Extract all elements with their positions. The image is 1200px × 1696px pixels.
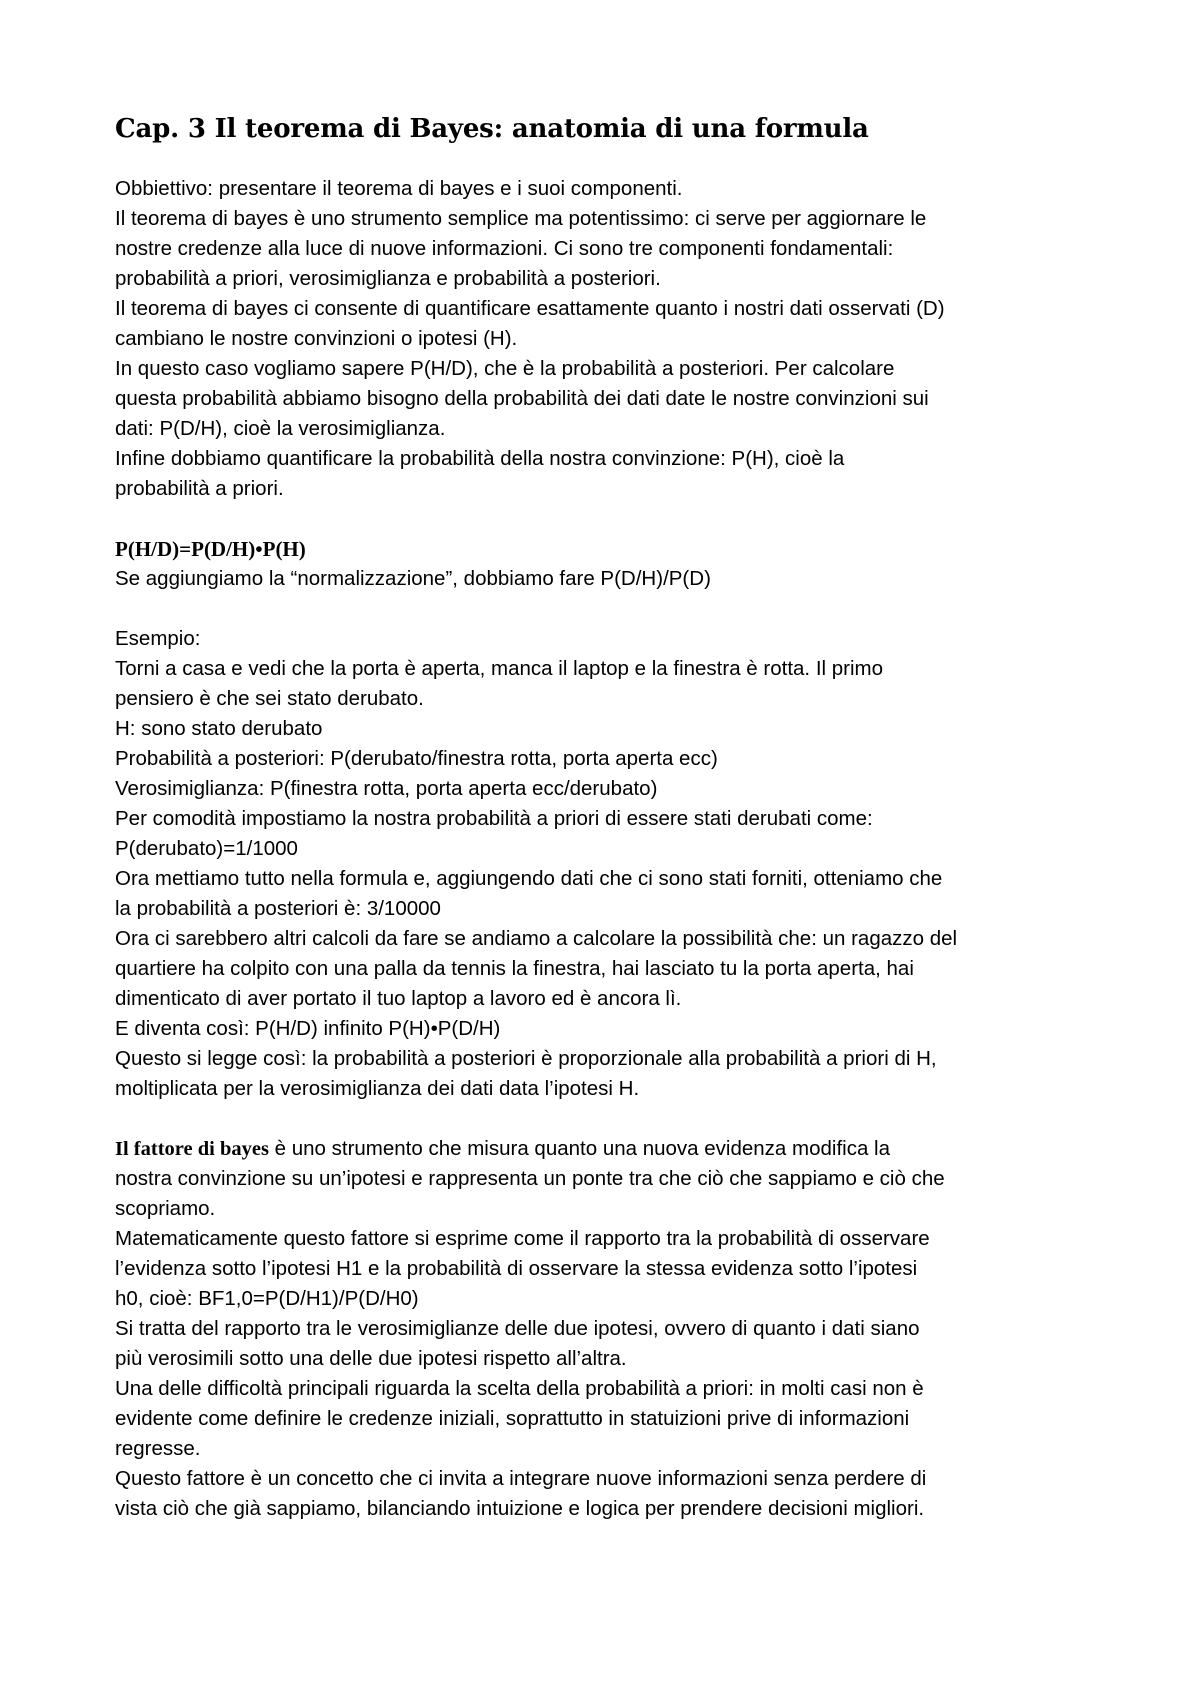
- example-heading: Esempio:: [115, 627, 201, 650]
- paragraph-gap: [115, 1104, 1105, 1134]
- text-line: Questo si legge così: la probabilità a posteriori è proporzionale alla probabilità a priori di H,: [115, 1047, 937, 1070]
- paragraph-gap: [115, 594, 1105, 624]
- text-line: Il teorema di bayes è uno strumento semplice ma potentissimo: ci serve per aggiornare le: [115, 207, 927, 230]
- text-line: Il teorema di bayes ci consente di quantificare esattamente quanto i nostri dati osservati (D): [115, 297, 945, 320]
- text-line: H: sono stato derubato: [115, 717, 323, 740]
- text-line: Matematicamente questo fattore si esprime come il rapporto tra la probabilità di osservare: [115, 1227, 930, 1250]
- text-line: quartiere ha colpito con una palla da tennis la finestra, hai lasciato tu la porta aperta, hai: [115, 957, 914, 980]
- text-line: Questo fattore è un concetto che ci invita a integrare nuove informazioni senza perdere di: [115, 1467, 927, 1490]
- text-line: E diventa così: P(H/D) infinito P(H)•P(D/H): [115, 1017, 501, 1040]
- text-line: la probabilità a posteriori è: 3/10000: [115, 897, 441, 920]
- text-line: scopriamo.: [115, 1197, 216, 1220]
- normalization-line: Se aggiungiamo la “normalizzazione”, dobbiamo fare P(D/H)/P(D): [115, 567, 711, 590]
- text-line: evidente come definire le credenze iniziali, soprattutto in statuizioni prive di informazioni: [115, 1407, 910, 1430]
- text-line: probabilità a priori, verosimiglianza e probabilità a posteriori.: [115, 267, 661, 290]
- example-section: [115, 624, 1105, 1104]
- text-line: In questo caso vogliamo sapere P(H/D), che è la probabilità a posteriori. Per calcolare: [115, 357, 895, 380]
- bayes-formula: P(H/D)=P(D/H)•P(H): [115, 537, 306, 561]
- text-line: nostra convinzione su un’ipotesi e rappresenta un ponte tra che ciò che sappiamo e ciò che: [115, 1167, 945, 1190]
- text-line: Si tratta del rapporto tra le verosimiglianze delle due ipotesi, ovvero di quanto i dati siano: [115, 1317, 920, 1340]
- document-body: [115, 112, 1105, 1524]
- text-line: P(derubato)=1/1000: [115, 837, 298, 860]
- text-line: Infine dobbiamo quantificare la probabilità della nostra convinzione: P(H), cioè la: [115, 447, 845, 470]
- text-line: l’evidenza sotto l’ipotesi H1 e la probabilità di osservare la stessa evidenza sotto l’ipotesi: [115, 1257, 918, 1280]
- text-line: pensiero è che sei stato derubato.: [115, 687, 424, 710]
- text-line: Una delle difficoltà principali riguarda la scelta della probabilità a priori: in molti casi non è: [115, 1377, 924, 1400]
- text-line: h0, cioè: BF1,0=P(D/H1)/P(D/H0): [115, 1287, 419, 1310]
- text-line: più verosimili sotto una delle due ipotesi rispetto all’altra.: [115, 1347, 627, 1370]
- intro-section: [115, 174, 1105, 504]
- text-line: Per comodità impostiamo la nostra probabilità a priori di essere stati derubati come:: [115, 807, 873, 830]
- text-line: Probabilità a posteriori: P(derubato/finestra rotta, porta aperta ecc): [115, 747, 718, 770]
- text-line: Ora mettiamo tutto nella formula e, aggiungendo dati che ci sono stati forniti, otteniamo che: [115, 867, 943, 890]
- text-line: nostre credenze alla luce di nuove informazioni. Ci sono tre componenti fondamentali:: [115, 237, 894, 260]
- bayes-factor-lead-line: [115, 1134, 1105, 1164]
- text-line: cambiano le nostre convinzioni o ipotesi (H).: [115, 327, 518, 350]
- text-line: vista ciò che già sappiamo, bilanciando intuizione e logica per prendere decisioni migliori.: [115, 1497, 925, 1520]
- text-line: moltiplicata per la verosimiglianza dei dati data l’ipotesi H.: [115, 1077, 640, 1100]
- text-line: Obbiettivo: presentare il teorema di bayes e i suoi componenti.: [115, 177, 683, 200]
- paragraph-gap: [115, 504, 1105, 534]
- text-line: Verosimiglianza: P(finestra rotta, porta aperta ecc/derubato): [115, 777, 658, 800]
- text-line: questa probabilità abbiamo bisogno della probabilità dei dati date le nostre convinzioni sui: [115, 387, 929, 410]
- bayes-factor-lead-text: è uno strumento che misura quanto una nuova evidenza modifica la: [268, 1137, 891, 1160]
- text-line: dimenticato di aver portato il tuo laptop a lavoro ed è ancora lì.: [115, 987, 682, 1010]
- text-line: probabilità a priori.: [115, 477, 284, 500]
- bayes-factor-term: Il fattore di bayes: [115, 1138, 269, 1160]
- formula-section: [115, 534, 1105, 594]
- text-line: Ora ci sarebbero altri calcoli da fare se andiamo a calcolare la possibilità che: un ragazzo del: [115, 927, 958, 950]
- bayes-factor-section: [115, 1134, 1105, 1524]
- text-line: dati: P(D/H), cioè la verosimiglianza.: [115, 417, 446, 440]
- text-line: regresse.: [115, 1437, 201, 1460]
- text-line: Torni a casa e vedi che la porta è aperta, manca il laptop e la finestra è rotta. Il primo: [115, 657, 884, 680]
- chapter-title: Cap. 3 Il teorema di Bayes: anatomia di una formula: [115, 114, 869, 144]
